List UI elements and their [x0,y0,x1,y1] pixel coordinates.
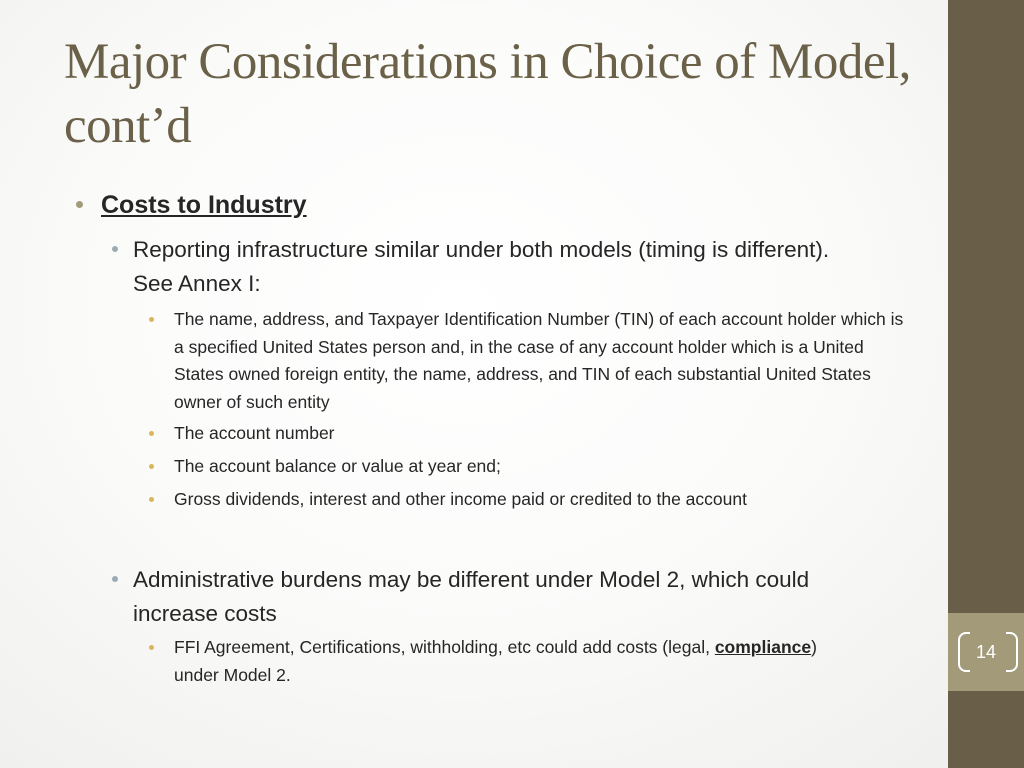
ffi-text-prefix: FFI Agreement, Certifications, withholding, etc could add costs (legal, [174,637,715,657]
page-number: 14 [975,642,997,662]
right-bracket-icon [1006,632,1018,672]
ffi-text-suffix: ) under Model 2. [174,637,817,685]
bullet-icon [149,464,154,469]
list-item [174,634,834,689]
section-heading: Costs to Industry [101,191,307,219]
slide-title: Major Considerations in Choice of Model, cont’d [64,34,911,154]
list-item: The account number [174,423,335,443]
list-item: The name, address, and Taxpayer Identification Number (TIN) of each account holder which is a specified United States person and, in the case of any account holder which is a United States owned foreign entity, the name, address, and TIN of each substantial United States owner of such entity [174,309,904,412]
bullet-icon [149,645,154,650]
bullet-icon [149,317,154,322]
reporting-infrastructure-text: Reporting infrastructure similar under both models (timing is different). See Annex I: [133,237,830,296]
administrative-burdens-text: Administrative burdens may be different under Model 2, which could increase costs [133,567,810,626]
list-item: The account balance or value at year end; [174,456,501,476]
page-number-box [948,613,1024,691]
bullet-icon [112,576,118,582]
bullet-icon [149,497,154,502]
list-item: Gross dividends, interest and other income paid or credited to the account [174,489,747,509]
bullet-icon [76,201,83,208]
bullet-icon [149,431,154,436]
bullet-icon [112,246,118,252]
compliance-emphasis: compliance [714,637,812,657]
